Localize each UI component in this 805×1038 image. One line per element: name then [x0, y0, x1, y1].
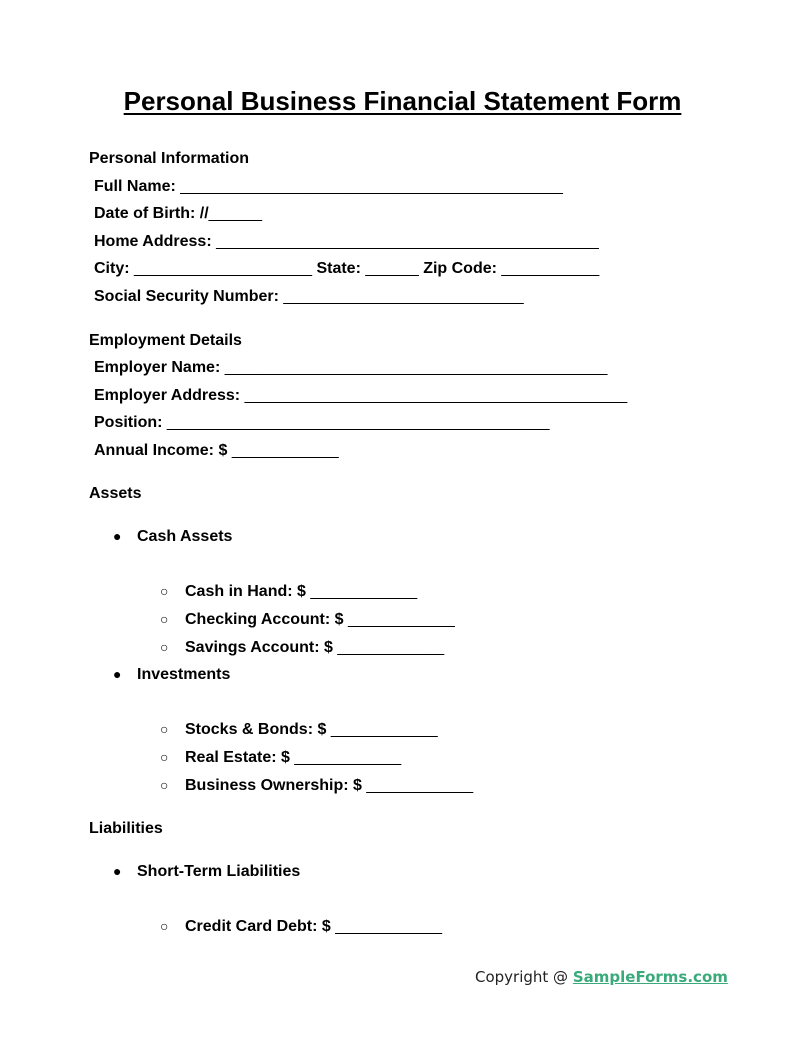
savings-account-blank[interactable]: ____________ — [337, 639, 445, 656]
home-address-blank[interactable]: ___________________________________________ — [216, 233, 599, 250]
list-item-real-estate — [160, 749, 401, 767]
city-label: City: — [94, 260, 130, 277]
home-address-label: Home Address: — [94, 233, 212, 250]
employer-name-blank[interactable]: ___________________________________________ — [224, 359, 608, 376]
home-address-field — [94, 233, 599, 251]
full-name-label: Full Name: — [94, 178, 176, 195]
credit-card-debt-blank[interactable]: ____________ — [335, 918, 443, 935]
cash-in-hand-blank[interactable]: ____________ — [310, 583, 418, 600]
city-state-zip-field — [94, 260, 599, 278]
credit-card-debt-label: Credit Card Debt: $ — [185, 918, 331, 935]
employer-name-field — [94, 359, 607, 377]
list-item-stocks-bonds — [160, 721, 438, 739]
sampleforms-link[interactable]: SampleForms.com — [572, 968, 728, 986]
position-label: Position: — [94, 414, 163, 431]
real-estate-blank[interactable]: ____________ — [294, 749, 402, 766]
section-heading-liabilities: Liabilities — [89, 820, 163, 837]
ssn-field — [94, 288, 524, 306]
list-item-credit-card-debt — [160, 918, 442, 936]
short-term-liabilities-label: Short-Term Liabilities — [137, 863, 301, 880]
checking-account-label: Checking Account: $ — [185, 611, 344, 628]
copyright-footer — [475, 968, 728, 986]
hollow-bullet-icon: ○ — [160, 583, 169, 599]
checking-account-blank[interactable]: ____________ — [348, 611, 455, 628]
page-title: Personal Business Financial Statement Form — [123, 86, 682, 116]
stocks-bonds-blank[interactable]: ____________ — [330, 721, 438, 738]
zip-label: Zip Code: — [423, 260, 497, 277]
section-heading-personal: Personal Information — [89, 150, 250, 167]
state-label: State: — [316, 260, 361, 277]
section-heading-employment: Employment Details — [89, 332, 242, 349]
city-blank[interactable]: ____________________ — [134, 260, 312, 277]
hollow-bullet-icon: ○ — [160, 721, 169, 737]
business-ownership-blank[interactable]: ____________ — [366, 777, 474, 794]
employer-address-blank[interactable]: ___________________________________________ — [244, 387, 628, 404]
annual-income-label: Annual Income: $ — [94, 442, 228, 459]
list-item-cash-in-hand — [160, 583, 417, 601]
ssn-label: Social Security Number: — [94, 288, 279, 305]
section-heading-assets: Assets — [89, 485, 142, 502]
full-name-field — [94, 178, 563, 196]
employer-address-label: Employer Address: — [94, 387, 241, 404]
dob-blank[interactable]: ______ — [208, 205, 263, 222]
hollow-bullet-icon: ○ — [160, 749, 169, 765]
zip-blank[interactable]: ___________ — [501, 260, 600, 277]
list-item-short-term-liabilities — [113, 863, 300, 881]
investments-label: Investments — [137, 666, 231, 683]
employer-name-label: Employer Name: — [94, 359, 221, 376]
position-blank[interactable]: ___________________________________________ — [166, 414, 550, 431]
ssn-blank[interactable]: ___________________________ — [283, 288, 524, 305]
hollow-bullet-icon: ○ — [160, 639, 169, 655]
cash-in-hand-label: Cash in Hand: $ — [185, 583, 306, 600]
hollow-bullet-icon: ○ — [160, 918, 169, 934]
position-field — [94, 414, 550, 432]
bullet-icon: ● — [113, 666, 122, 682]
annual-income-field — [94, 442, 339, 460]
bullet-icon: ● — [113, 863, 122, 879]
cash-assets-label: Cash Assets — [137, 528, 233, 545]
list-item-investments — [113, 666, 230, 684]
business-ownership-label: Business Ownership: $ — [185, 777, 362, 794]
dob-field — [94, 205, 262, 223]
state-blank[interactable]: ______ — [365, 260, 419, 277]
list-item-checking-account — [160, 611, 455, 629]
hollow-bullet-icon: ○ — [160, 611, 169, 627]
annual-income-blank[interactable]: ____________ — [231, 442, 339, 459]
hollow-bullet-icon: ○ — [160, 777, 169, 793]
employer-address-field — [94, 387, 627, 405]
bullet-icon: ● — [113, 528, 122, 544]
dob-label: Date of Birth: // — [94, 205, 209, 222]
copyright-prefix: Copyright @ — [475, 968, 573, 986]
list-item-business-ownership — [160, 777, 473, 795]
stocks-bonds-label: Stocks & Bonds: $ — [185, 721, 327, 738]
full-name-blank[interactable]: ___________________________________________ — [180, 178, 563, 195]
list-item-savings-account — [160, 639, 444, 657]
list-item-cash-assets — [113, 528, 232, 546]
savings-account-label: Savings Account: $ — [185, 639, 333, 656]
real-estate-label: Real Estate: $ — [185, 749, 290, 766]
